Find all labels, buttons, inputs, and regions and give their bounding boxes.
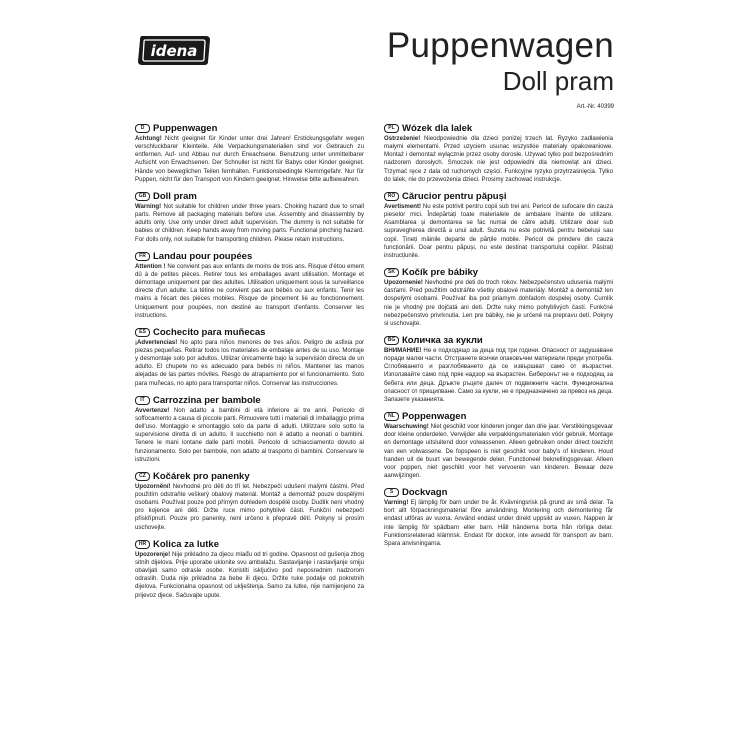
language-badge: D: [135, 124, 150, 133]
section-de: [135, 123, 364, 184]
section-heading: Landau pour poupées: [153, 250, 253, 262]
section-bg: [384, 335, 613, 404]
section-pl: [384, 123, 613, 184]
section-heading: Kočík pre bábiky: [402, 267, 479, 279]
right-column: [384, 123, 613, 555]
language-badge: S: [384, 488, 399, 497]
section-body: Upozorenje! Nije prikladno za djecu mlađu od tri godine. Opasnost od gušenja zbog sitnih dijelova. Prije uporabe uklonite svu ambalažu. Sastavljanje i rastavljanje smiju obavljati samo odrasle osobe. Koristiti isključivo pod neposrednim nadzorom odraslih. Duda nije prikladna za bebe ili djecu. Držite ruke podalje od pokretnih dijelova. Funkcionalna opasnost od uklještenja. Samo za lutke, nije namijenjeno za prijevoz djece. Sačuvajte upute.: [135, 550, 364, 599]
language-badge: SK: [384, 268, 399, 277]
section-body: Avvertenze! Non adatto a bambini di età inferiore ai tre anni. Pericolo di soffocamento a causa di piccole parti. Rimuovere tutti i materiali di imballaggio prima dell'uso. Montaggio e smontaggio solo da parte di adulti. Utilizzare solo sotto la supervisione diretta di un adulto. Il succhietto non è adatto a neonati o bambini. Tenere le mani lontane dalle parti mobili. Pericolo di schiacciamento dovuto al funzionamento. Solo per bambole, non adatto al trasporto di bambini. Conservare le istruzioni.: [135, 406, 364, 463]
section-heading: Cărucior pentru păpuși: [402, 190, 507, 202]
language-badge: CZ: [135, 472, 150, 481]
section-body: ВНИМАНИЕ! Не е подходящо за деца под три години. Опасност от задушаване поради малки части. Отстранете всички опаковъчни материали преди употреба. Сглобяването и разглобяването да се извършват само от възрастни. Използвайте само под пряк надзор на възрастен. Биберонът не е подходящ за бебета или деца. Дръжте ръцете далеч от подвижните части. Функционална опасност от прищипване. Само за кукли, не е предназначено за превоз на деца. Запазете указанията.: [384, 346, 613, 403]
section-es: [135, 327, 364, 388]
section-heading: Kočárek pro panenky: [153, 470, 250, 482]
language-badge: BG: [384, 336, 399, 345]
language-badge: HR: [135, 540, 150, 549]
page-title-en: Doll pram: [502, 66, 614, 96]
section-heading: Doll pram: [153, 190, 197, 202]
section-heading: Puppenwagen: [153, 123, 218, 134]
language-badge: ES: [135, 328, 150, 337]
section-heading: Количка за кукли: [402, 334, 483, 346]
section-it: [135, 395, 364, 464]
section-heading: Cochecito para muñecas: [153, 326, 266, 338]
section-heading: Wózek dla lalek: [402, 123, 473, 134]
section-body: Upozornenie! Nevhodné pre deti do troch rokov. Nebezpečenstvo udusenia malými časťami. Pred použitím odstráňte všetky obalové materiály. Montáž a demontáž len dospelými osobami. Používať iba pod priamym dohľadom dospelej osoby. Cumlík nie je vhodný pre dojčatá ani deti. Držte ruky mimo pohyblivých častí. Funkčné nebezpečenstvo privrknutia. Len pre bábiky, nie je určené na prepravu detí. Pokyny si uschovajte.: [384, 279, 613, 327]
section-body: Achtung! Nicht geeignet für Kinder unter drei Jahren! Erstickungsgefahr wegen verschluckbarer Kleinteile. Alle Verpackungsmaterialien sind vor Gebrauch zu entfernen. Auf- und Abbau nur durch Erwachsene. Benutzung unter unmittelbarer Aufsicht von Erwachsenen. Der Schnuller ist nicht für Babys oder Kinder geeignet. Hände von beweglichen Teilen fernhalten. Funktionsbedingte Klemmgefahr. Nur für Puppen, nicht für den Transport von Kindern geeignet. Hinweise bitte aufbewahren.: [135, 135, 364, 183]
language-badge: RO: [384, 192, 399, 201]
section-s: [384, 487, 613, 548]
language-badge: IT: [135, 396, 150, 405]
section-heading: Dockvagn: [402, 487, 448, 499]
article-number: Art.-Nr. 40399: [576, 104, 614, 110]
section-body: Upozornění! Nevhodné pro děti do tří let. Nebezpečí udušení malými částmi. Před použitím odstraňte veškerý obalový materiál. Montáž a demontáž pouze dospělými osobami. Používat pouze pod přímým dohledem dospělé osoby. Dudlík není vhodný pro kojence ani děti. Držte ruce mimo pohyblivé části. Funkční nebezpečí přiskřípnutí. Pouze pro panenky, není určeno k přepravě dětí. Pokyny si prosím uschovejte.: [135, 482, 364, 531]
section-body: Avertisment! Nu este potrivit pentru copii sub trei ani. Pericol de sufocare din cauza pieselor mici. Îndepărtați toate materialele de ambalare înainte de utilizare. Asamblarea și demontarea se fac numai de către adulți. Utilizare doar sub supravegherea directă a unui adult. Suzeta nu este potrivită pentru bebeluși sau copii. Țineți mâinile departe de părțile mobile. Pericol de prindere din cauza funcționării. Doar pentru păpuși, nu este destinat transportului copiilor. Păstrați instrucțiunile.: [384, 202, 613, 259]
section-body: Warning! Not suitable for children under three years. Choking hazard due to small parts. Remove all packaging materials before use. Assembly and disassembly by adults only. Use only under direct adult supervision. The dummy is not suitable for babies or children. Keep hands away from moving parts. Functional pinching hazard. For dolls only, not suitable for transporting children. Please retain instructions.: [135, 202, 364, 243]
language-badge: NL: [384, 412, 399, 421]
section-hr: [135, 539, 364, 600]
section-heading: Carrozzina per bambole: [153, 394, 261, 406]
language-badge: FR: [135, 252, 150, 261]
section-body: Attention ! Ne convient pas aux enfants de moins de trois ans. Risque d'étou ement dû à de petites pièces. Retirer tous les emballages avant utilisation. Montage et démontage uniquement par des adultes. Utilisation uniquement sous la surveillance directe d'un adulte. La tétine ne convient pas aux bébés ou aux enfants. Tenir les mains à l'écart des pièces mobiles. Risque de pincement lié au fonctionnement. Uniquement pour poupées, non destiné au transport d'enfants. Conserver les instructions.: [135, 262, 365, 319]
section-ro: [384, 191, 613, 260]
section-body: Waarschuwing! Niet geschikt voor kinderen jonger dan drie jaar. Verstikkingsgevaar door kleine onderdelen. Verwijder alle verpakkingsmaterialen vóór gebruik. Montage en demontage uitsluitend door volwassenen. Alleen gebruiken onder direct toezicht van een volwassene. De fopspeen is niet geschikt voor baby's of kinderen. Houd handen uit de buurt van bewegende delen. Functioneel beknellingsgevaar. Alleen voor poppen, niet geschikt voor het vervoeren van kinderen. Bewaar deze aanwijzingen.: [384, 423, 613, 479]
left-column: [135, 123, 364, 607]
section-body: ¡Advertencias! No apto para niños menores de tres años. Peligro de asfixia por piezas pequeñas. Retirar todos los materiales de embalaje antes de su uso. Montaje y desmontaje solo por adultos. Utilizar únicamente bajo la supervisión directa de un adulto. El chupete no es adecuado para bebés ni niños. Mantener las manos alejadas de las partes móviles. Riesgo de atrapamiento por el funcionamiento. Solo para muñecas, no apto para transportar niños. Conservar las instrucciones.: [135, 338, 364, 387]
section-heading: Poppenwagen: [402, 411, 467, 423]
section-heading: Kolica za lutke: [153, 538, 219, 550]
section-fr: [135, 251, 364, 320]
section-gb: [135, 191, 364, 244]
section-body: Ostrzeżenie! Nieodpowiednie dla dzieci poniżej trzech lat. Ryzyko zadławienia małymi elementami. Przed uzyciem usunac wszystkie materiały opakowaniowe. Montaż i demontaż wyłącznie przez osoby dorosłe. Używać tylko pod bezpośrednim nadzorem dorosłych. Smoczek nie jest odpowiedni dla niemowląt ani dzieci. Trzymać ręce z dala od ruchomych części. Funkcyjne ryzyko przytrzaśnięcia. Tylko do lalek, nie do przewożenia dzieci. Prosimy zachować instrukcje.: [384, 135, 613, 183]
language-badge: PL: [384, 124, 399, 133]
section-cz: [135, 471, 364, 532]
page-title-de: Puppenwagen: [386, 26, 614, 65]
language-badge: GB: [135, 192, 150, 201]
section-body: Varning! Ej lämplig för barn under tre år. Kvävningsrisk på grund av små delar. Ta bort allt förpackningsmaterial före användning. Montering och demontering får endast utföras av vuxna. Använd endast under direkt uppsikt av vuxen. Nappen är inte lämplig för spädbarn eller barn. Håll händerna borta från rörliga delar. Funktionsrelaterad klämrisk. Endast för dockor, inte avsedd för transport av barn. Spara anvisningarna.: [384, 499, 613, 547]
section-sk: [384, 267, 613, 328]
section-nl: [384, 411, 613, 480]
idena-logo: [136, 32, 212, 68]
brand-wordmark: idena: [150, 42, 198, 60]
